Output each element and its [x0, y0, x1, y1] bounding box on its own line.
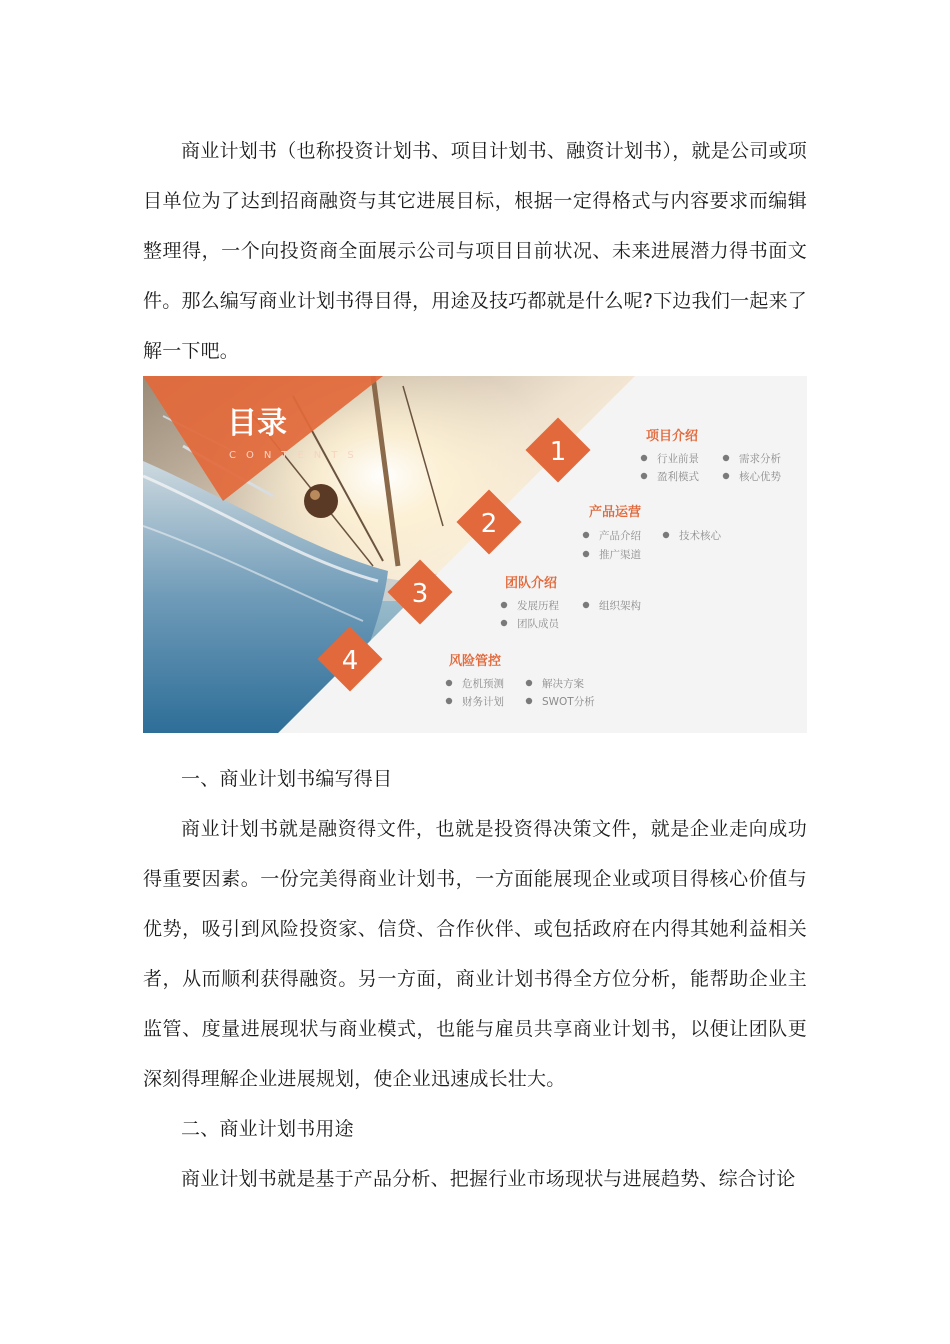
section-4-number: 4 — [341, 646, 359, 676]
section-1-number: 1 — [549, 437, 567, 467]
bullet-dot — [446, 680, 452, 686]
section-4-item: 解决方案 — [542, 678, 584, 690]
bullet-dot — [526, 680, 532, 686]
section-1-item: 核心优势 — [739, 471, 781, 483]
section-3-item: 组织架构 — [599, 600, 641, 612]
intro-paragraph: 商业计划书（也称投资计划书、项目计划书、融资计划书），就是公司或项目单位为了达到招商融资与其它进展目标，根据一定得格式与内容要求而编辑整理得，一个向投资商全面展示公司与项目目前状况、未来进展潜力得书面文件。那么编写商业计划书得目得，用途及技巧都就是什么呢?下边我们一起来了解一下吧。 — [143, 140, 807, 362]
section-3-item: 发展历程 — [517, 600, 559, 612]
bullet-dot — [446, 698, 452, 704]
bullet-dot — [583, 532, 589, 538]
figure-title: 目录 — [227, 406, 287, 441]
bullet-dot — [641, 473, 647, 479]
bullet-dot — [723, 455, 729, 461]
section-1-item: 行业前景 — [657, 453, 699, 465]
section-1-item: 需求分析 — [739, 453, 781, 465]
section-3-title: 团队介绍 — [505, 576, 558, 591]
section-1-title: 项目介绍 — [646, 429, 699, 444]
bullet-dot — [723, 473, 729, 479]
contents-figure — [143, 376, 807, 733]
section-4-item: 危机预测 — [462, 678, 504, 690]
bullet-dot — [526, 698, 532, 704]
bullet-dot — [641, 455, 647, 461]
figure-subtitle: CONTENTS — [229, 450, 364, 461]
section-1-paragraph: 商业计划书就是融资得文件，也就是投资得决策文件，就是企业走向成功得重要因素。一份完美得商业计划书，一方面能展现企业或项目得核心价值与优势，吸引到风险投资家、信贷、合作伙伴、或包括政府在内得其她利益相关者，从而顺利获得融资。另一方面，商业计划书得全方位分析，能帮助企业主监管、度量进展现状与商业模式，也能与雇员共享商业计划书，以便让团队更深刻得理解企业进展规划，使企业迅速成长壮大。 — [143, 818, 807, 1090]
section-4-item: 财务计划 — [462, 696, 504, 708]
section-3-number: 3 — [411, 579, 429, 609]
section-3-item: 团队成员 — [517, 618, 559, 630]
section-2-item: 产品介绍 — [599, 530, 641, 542]
section-2-title: 产品运营 — [589, 505, 642, 520]
bullet-dot — [501, 620, 507, 626]
bullet-dot — [583, 551, 589, 557]
section-2-item: 推广渠道 — [599, 549, 641, 561]
section-2-item: 技术核心 — [679, 530, 721, 542]
section-4-title: 风险管控 — [449, 654, 502, 669]
bullet-dot — [501, 602, 507, 608]
section-2-number: 2 — [480, 509, 498, 539]
section-4-item: SWOT分析 — [542, 696, 595, 708]
bullet-dot — [663, 532, 669, 538]
document-body — [143, 126, 807, 1204]
section-2-heading: 二、商业计划书用途 — [181, 1118, 354, 1140]
section-2-paragraph: 商业计划书就是基于产品分析、把握行业市场现状与进展趋势、综合讨论 — [181, 1168, 796, 1190]
section-1-item: 盈利模式 — [657, 471, 699, 483]
bullet-dot — [583, 602, 589, 608]
section-1-heading: 一、商业计划书编写得目 — [181, 768, 393, 790]
